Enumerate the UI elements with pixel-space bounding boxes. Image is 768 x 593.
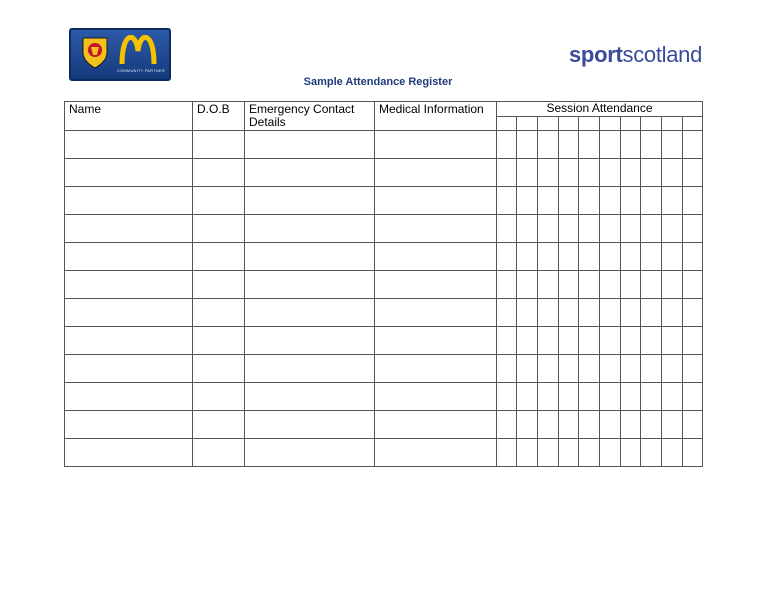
partner-logo [69, 28, 171, 81]
medical-info-cell[interactable] [375, 327, 497, 355]
attendance-cell[interactable] [538, 411, 559, 439]
attendance-cell[interactable] [517, 187, 538, 215]
emergency-contact-cell[interactable] [245, 187, 375, 215]
table-row [65, 271, 703, 299]
attendance-cell[interactable] [497, 355, 517, 383]
emergency-contact-cell[interactable] [245, 131, 375, 159]
attendance-cell[interactable] [538, 131, 559, 159]
medical-info-cell[interactable] [375, 271, 497, 299]
attendance-cell[interactable] [517, 439, 538, 467]
attendance-cell[interactable] [559, 215, 579, 243]
attendance-cell[interactable] [662, 383, 683, 411]
attendance-cell[interactable] [600, 215, 621, 243]
emergency-contact-cell[interactable] [245, 383, 375, 411]
col-header-medical: Medical Information [375, 102, 497, 131]
attendance-cell[interactable] [683, 355, 703, 383]
attendance-cell[interactable] [641, 131, 662, 159]
dob-cell[interactable] [193, 327, 245, 355]
attendance-cell[interactable] [621, 299, 641, 327]
attendance-cell[interactable] [600, 327, 621, 355]
brand-regular-text: scotland [622, 42, 703, 67]
medical-info-cell[interactable] [375, 159, 497, 187]
attendance-cell[interactable] [579, 439, 600, 467]
name-cell[interactable] [65, 327, 193, 355]
attendance-cell[interactable] [683, 187, 703, 215]
medical-info-cell[interactable] [375, 439, 497, 467]
partner-caption: COMMUNITY PARTNER [117, 68, 165, 73]
col-header-session-attendance: Session Attendance [497, 102, 703, 117]
col-header-name: Name [65, 102, 193, 131]
attendance-cell[interactable] [683, 383, 703, 411]
attendance-cell[interactable] [559, 131, 579, 159]
attendance-cell[interactable] [621, 439, 641, 467]
attendance-cell[interactable] [641, 439, 662, 467]
attendance-cell[interactable] [559, 159, 579, 187]
attendance-cell[interactable] [559, 243, 579, 271]
attendance-cell[interactable] [683, 243, 703, 271]
dob-cell[interactable] [193, 243, 245, 271]
table-row [65, 411, 703, 439]
table-row [65, 439, 703, 467]
attendance-cell[interactable] [517, 243, 538, 271]
medical-info-cell[interactable] [375, 243, 497, 271]
attendance-cell[interactable] [538, 159, 559, 187]
session-slot-cell[interactable] [662, 117, 683, 131]
attendance-cell[interactable] [683, 131, 703, 159]
brand-bold-text: sport [569, 42, 623, 67]
name-cell[interactable] [65, 243, 193, 271]
attendance-cell[interactable] [600, 355, 621, 383]
attendance-cell[interactable] [662, 299, 683, 327]
attendance-cell[interactable] [600, 299, 621, 327]
attendance-cell[interactable] [641, 355, 662, 383]
attendance-cell[interactable] [497, 299, 517, 327]
attendance-cell[interactable] [621, 215, 641, 243]
table-row [65, 383, 703, 411]
attendance-cell[interactable] [559, 355, 579, 383]
table-row [65, 159, 703, 187]
session-slot-cell[interactable] [683, 117, 703, 131]
attendance-cell[interactable] [517, 159, 538, 187]
attendance-cell[interactable] [662, 327, 683, 355]
attendance-cell[interactable] [579, 355, 600, 383]
dob-cell[interactable] [193, 159, 245, 187]
emergency-contact-cell[interactable] [245, 271, 375, 299]
attendance-cell[interactable] [517, 383, 538, 411]
attendance-cell[interactable] [497, 271, 517, 299]
attendance-cell[interactable] [621, 355, 641, 383]
attendance-cell[interactable] [641, 299, 662, 327]
attendance-cell[interactable] [538, 243, 559, 271]
session-slot-cell[interactable] [621, 117, 641, 131]
attendance-table [64, 101, 703, 467]
attendance-cell[interactable] [641, 187, 662, 215]
emergency-contact-cell[interactable] [245, 299, 375, 327]
attendance-cell[interactable] [662, 215, 683, 243]
attendance-cell[interactable] [497, 159, 517, 187]
attendance-cell[interactable] [538, 439, 559, 467]
emergency-contact-cell[interactable] [245, 439, 375, 467]
name-cell[interactable] [65, 271, 193, 299]
attendance-cell[interactable] [538, 271, 559, 299]
dob-cell[interactable] [193, 355, 245, 383]
golden-arches-icon [119, 35, 157, 65]
attendance-cell[interactable] [683, 411, 703, 439]
attendance-cell[interactable] [600, 271, 621, 299]
dob-cell[interactable] [193, 383, 245, 411]
attendance-cell[interactable] [621, 159, 641, 187]
dob-cell[interactable] [193, 215, 245, 243]
emergency-contact-cell[interactable] [245, 159, 375, 187]
attendance-cell[interactable] [662, 243, 683, 271]
attendance-cell[interactable] [662, 131, 683, 159]
attendance-cell[interactable] [559, 299, 579, 327]
attendance-cell[interactable] [641, 243, 662, 271]
attendance-cell[interactable] [538, 327, 559, 355]
emergency-contact-cell[interactable] [245, 327, 375, 355]
attendance-cell[interactable] [662, 271, 683, 299]
attendance-cell[interactable] [641, 327, 662, 355]
attendance-cell[interactable] [621, 187, 641, 215]
medical-info-cell[interactable] [375, 355, 497, 383]
attendance-cell[interactable] [621, 327, 641, 355]
attendance-cell[interactable] [641, 383, 662, 411]
attendance-cell[interactable] [579, 187, 600, 215]
attendance-cell[interactable] [517, 271, 538, 299]
emergency-contact-cell[interactable] [245, 215, 375, 243]
name-cell[interactable] [65, 159, 193, 187]
dob-cell[interactable] [193, 187, 245, 215]
dob-cell[interactable] [193, 131, 245, 159]
header-row [65, 102, 703, 117]
table-row [65, 187, 703, 215]
attendance-cell[interactable] [497, 327, 517, 355]
sportscotland-logo [569, 44, 702, 66]
attendance-cell[interactable] [600, 383, 621, 411]
attendance-cell[interactable] [538, 355, 559, 383]
scottish-fa-crest-icon [80, 35, 110, 71]
attendance-cell[interactable] [517, 131, 538, 159]
table-row [65, 355, 703, 383]
medical-info-cell[interactable] [375, 299, 497, 327]
table-row [65, 243, 703, 271]
dob-cell[interactable] [193, 271, 245, 299]
name-cell[interactable] [65, 383, 193, 411]
dob-cell[interactable] [193, 411, 245, 439]
emergency-contact-cell[interactable] [245, 355, 375, 383]
name-cell[interactable] [65, 131, 193, 159]
attendance-cell[interactable] [497, 131, 517, 159]
attendance-cell[interactable] [538, 383, 559, 411]
attendance-cell[interactable] [621, 243, 641, 271]
attendance-cell[interactable] [579, 131, 600, 159]
attendance-cell[interactable] [662, 355, 683, 383]
table-row [65, 131, 703, 159]
session-slot-cell[interactable] [538, 117, 559, 131]
attendance-cell[interactable] [559, 187, 579, 215]
col-header-dob: D.O.B [193, 102, 245, 131]
attendance-cell[interactable] [641, 411, 662, 439]
attendance-cell[interactable] [600, 131, 621, 159]
attendance-cell[interactable] [538, 215, 559, 243]
attendance-cell[interactable] [662, 159, 683, 187]
session-slot-cell[interactable] [600, 117, 621, 131]
attendance-cell[interactable] [600, 187, 621, 215]
attendance-cell[interactable] [683, 159, 703, 187]
session-slot-cell[interactable] [579, 117, 600, 131]
name-cell[interactable] [65, 439, 193, 467]
attendance-cell[interactable] [579, 299, 600, 327]
register-body [65, 131, 703, 467]
emergency-contact-cell[interactable] [245, 411, 375, 439]
attendance-cell[interactable] [579, 383, 600, 411]
attendance-cell[interactable] [662, 187, 683, 215]
medical-info-cell[interactable] [375, 383, 497, 411]
attendance-cell[interactable] [683, 299, 703, 327]
name-cell[interactable] [65, 187, 193, 215]
attendance-cell[interactable] [517, 299, 538, 327]
attendance-cell[interactable] [497, 383, 517, 411]
attendance-cell[interactable] [497, 243, 517, 271]
attendance-cell[interactable] [497, 215, 517, 243]
attendance-cell[interactable] [579, 271, 600, 299]
attendance-cell[interactable] [600, 243, 621, 271]
attendance-cell[interactable] [600, 411, 621, 439]
attendance-cell[interactable] [641, 271, 662, 299]
name-cell[interactable] [65, 355, 193, 383]
attendance-cell[interactable] [497, 411, 517, 439]
attendance-cell[interactable] [621, 271, 641, 299]
attendance-cell[interactable] [621, 383, 641, 411]
dob-cell[interactable] [193, 299, 245, 327]
attendance-cell[interactable] [517, 327, 538, 355]
attendance-cell[interactable] [600, 439, 621, 467]
session-slot-cell[interactable] [517, 117, 538, 131]
attendance-cell[interactable] [497, 439, 517, 467]
session-slot-cell[interactable] [497, 117, 517, 131]
attendance-cell[interactable] [683, 439, 703, 467]
medical-info-cell[interactable] [375, 411, 497, 439]
emergency-contact-cell[interactable] [245, 243, 375, 271]
attendance-cell[interactable] [662, 411, 683, 439]
attendance-cell[interactable] [621, 131, 641, 159]
attendance-cell[interactable] [538, 187, 559, 215]
attendance-cell[interactable] [579, 327, 600, 355]
medical-info-cell[interactable] [375, 187, 497, 215]
attendance-cell[interactable] [538, 299, 559, 327]
name-cell[interactable] [65, 411, 193, 439]
attendance-cell[interactable] [600, 159, 621, 187]
medical-info-cell[interactable] [375, 131, 497, 159]
attendance-cell[interactable] [579, 243, 600, 271]
session-slot-cell[interactable] [641, 117, 662, 131]
attendance-cell[interactable] [517, 411, 538, 439]
attendance-cell[interactable] [683, 271, 703, 299]
attendance-cell[interactable] [641, 215, 662, 243]
col-header-emergency-contact: Emergency Contact Details [245, 102, 375, 131]
attendance-cell[interactable] [621, 411, 641, 439]
attendance-cell[interactable] [579, 215, 600, 243]
document-title [0, 76, 768, 88]
name-cell[interactable] [65, 299, 193, 327]
attendance-cell[interactable] [641, 159, 662, 187]
attendance-cell[interactable] [559, 439, 579, 467]
document-title-text: Sample Attendance Register [303, 76, 453, 88]
attendance-cell[interactable] [559, 327, 579, 355]
attendance-cell[interactable] [559, 383, 579, 411]
table-row [65, 215, 703, 243]
attendance-cell[interactable] [559, 411, 579, 439]
table-row [65, 327, 703, 355]
attendance-cell[interactable] [662, 439, 683, 467]
dob-cell[interactable] [193, 439, 245, 467]
attendance-cell[interactable] [497, 187, 517, 215]
session-slot-cell[interactable] [559, 117, 579, 131]
attendance-cell[interactable] [517, 355, 538, 383]
attendance-cell[interactable] [683, 327, 703, 355]
attendance-cell[interactable] [517, 215, 538, 243]
attendance-cell[interactable] [579, 411, 600, 439]
attendance-cell[interactable] [683, 215, 703, 243]
attendance-cell[interactable] [579, 159, 600, 187]
table-row [65, 299, 703, 327]
attendance-cell[interactable] [559, 271, 579, 299]
medical-info-cell[interactable] [375, 215, 497, 243]
name-cell[interactable] [65, 215, 193, 243]
